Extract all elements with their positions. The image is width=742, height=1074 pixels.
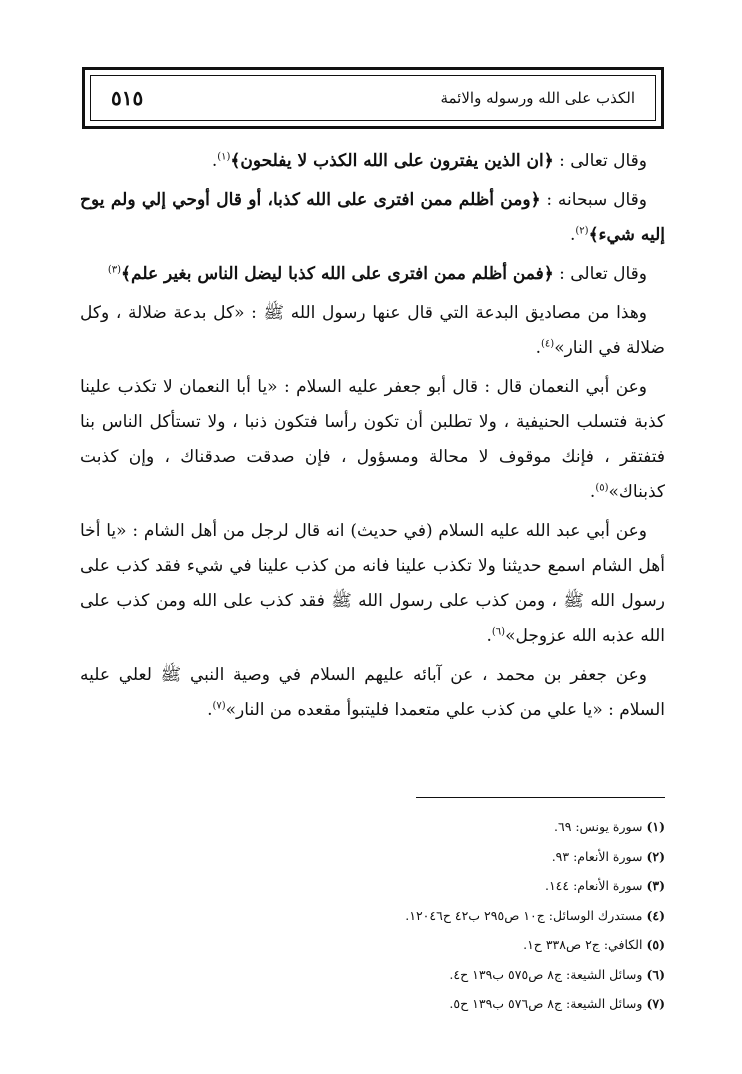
footnote bbox=[80, 842, 665, 872]
footnote-marker[interactable]: (٢) bbox=[575, 225, 589, 237]
footnote-marker[interactable]: (٤) bbox=[541, 338, 555, 350]
footnote bbox=[80, 871, 665, 901]
footnote-marker[interactable]: (١) bbox=[217, 151, 231, 163]
footnote-number: (٤) bbox=[646, 907, 665, 923]
footnote-text: مستدرك الوسائل: ج١٠ ص٢٩٥ ب٤٢ ح١٢٠٤٦. bbox=[405, 907, 643, 923]
paragraph-end: . bbox=[589, 482, 596, 502]
running-title: الكذب على الله ورسوله والائمة bbox=[440, 89, 635, 107]
paragraph-lead: وقال سبحانه : bbox=[546, 190, 647, 210]
footnote-marker[interactable]: (٣) bbox=[107, 264, 122, 276]
paragraph-end: . bbox=[569, 225, 576, 245]
footnote-number: (٢) bbox=[646, 848, 665, 864]
paragraph-text: وعن أبي النعمان قال : قال أبو جعفر عليه السلام : «يا أبا النعمان لا تكذب علينا كذبة فتسلب الحنيفية ، ولا تطلبن أن تكون رأسا فتكون ذنبا ، ولا تستأكل الناس بنا فتفتقر ، فإنك موقوف لا محالة ومسؤول ، فإن صدقت صدقناك ، وإن كذبت كذبناك» bbox=[80, 377, 665, 502]
footnote-separator bbox=[416, 797, 665, 798]
footnote bbox=[80, 930, 665, 960]
paragraph-end: . bbox=[211, 151, 218, 171]
footnote-text: سورة يونس: ٦٩. bbox=[554, 819, 643, 834]
quran-verse: ﴿ان الذين يفترون على الله الكذب لا يفلحون﴾ bbox=[230, 151, 554, 171]
paragraph-4 bbox=[80, 296, 665, 366]
header-inner-frame bbox=[90, 75, 656, 121]
paragraph-text: وهذا من مصاديق البدعة التي قال عنها رسول الله ﷺ : «كل بدعة ضلالة ، وكل ضلالة في النار» bbox=[80, 303, 665, 358]
paragraph-end: . bbox=[535, 338, 541, 358]
paragraph-text: وعن أبي عبد الله عليه السلام (في حديث) انه قال لرجل من أهل الشام : «يا أخا أهل الشام اسمع حديثنا ولا تكذب علينا فانه من كذب علينا في شيء فقد كذب على رسول الله ﷺ ، ومن كذب على رسول الله ﷺ فقد كذب على الله ومن كذب على الله عذبه الله عزوجل» bbox=[80, 521, 665, 646]
footnote-text: وسائل الشيعة: ج٨ ص٥٧٥ ب١٣٩ ح٤. bbox=[449, 966, 643, 982]
page-number: ٥١٥ bbox=[111, 86, 144, 110]
footnote-marker[interactable]: (٦) bbox=[491, 626, 506, 638]
footnote-text: الكافي: ج٢ ص٣٣٨ ح١. bbox=[523, 937, 643, 952]
footnote bbox=[80, 989, 665, 1019]
footnote-number: (٧) bbox=[646, 996, 665, 1011]
main-text bbox=[80, 144, 665, 732]
footnote-text: وسائل الشيعة: ج٨ ص٥٧٦ ب١٣٩ ح٥. bbox=[449, 996, 643, 1011]
paragraph-1 bbox=[80, 144, 665, 179]
paragraph-lead: وقال تعالى : bbox=[559, 151, 647, 171]
paragraph-6 bbox=[80, 514, 665, 654]
footnote-number: (٥) bbox=[646, 937, 665, 952]
quran-verse: ﴿ومن أظلم ممن افترى على الله كذبا، أو قال أوحي إلي ولم يوح إليه شيء﴾ bbox=[80, 190, 665, 245]
footnote-number: (٦) bbox=[646, 966, 665, 982]
paragraph-end: . bbox=[486, 626, 492, 646]
footnote-text: سورة الأنعام: ١٤٤. bbox=[544, 878, 643, 893]
paragraph-7 bbox=[80, 658, 665, 728]
paragraph-text: وعن جعفر بن محمد ، عن آبائه عليهم السلام في وصية النبي ﷺ لعلي عليه السلام : «يا علي من كذب علي متعمدا فليتبوأ مقعده من النار» bbox=[80, 665, 665, 720]
footnote-number: (٣) bbox=[646, 878, 665, 893]
paragraph-end: . bbox=[207, 700, 213, 720]
footnote-number: (١) bbox=[646, 819, 665, 834]
paragraph-5 bbox=[80, 370, 665, 510]
paragraph-2 bbox=[80, 183, 665, 253]
footnote-text: سورة الأنعام: ٩٣. bbox=[551, 848, 643, 864]
footnote bbox=[80, 812, 665, 842]
quran-verse: ﴿فمن أظلم ممن افترى على الله كذبا ليضل الناس بغير علم﴾ bbox=[121, 264, 554, 284]
footnote-marker[interactable]: (٥) bbox=[595, 482, 609, 494]
page-header bbox=[82, 67, 664, 129]
paragraph-3 bbox=[80, 257, 665, 292]
footnote-marker[interactable]: (٧) bbox=[212, 700, 226, 712]
footnote bbox=[80, 960, 665, 990]
paragraph-lead: وقال تعالى : bbox=[559, 264, 647, 284]
footnotes bbox=[80, 812, 665, 1019]
footnote bbox=[80, 901, 665, 931]
